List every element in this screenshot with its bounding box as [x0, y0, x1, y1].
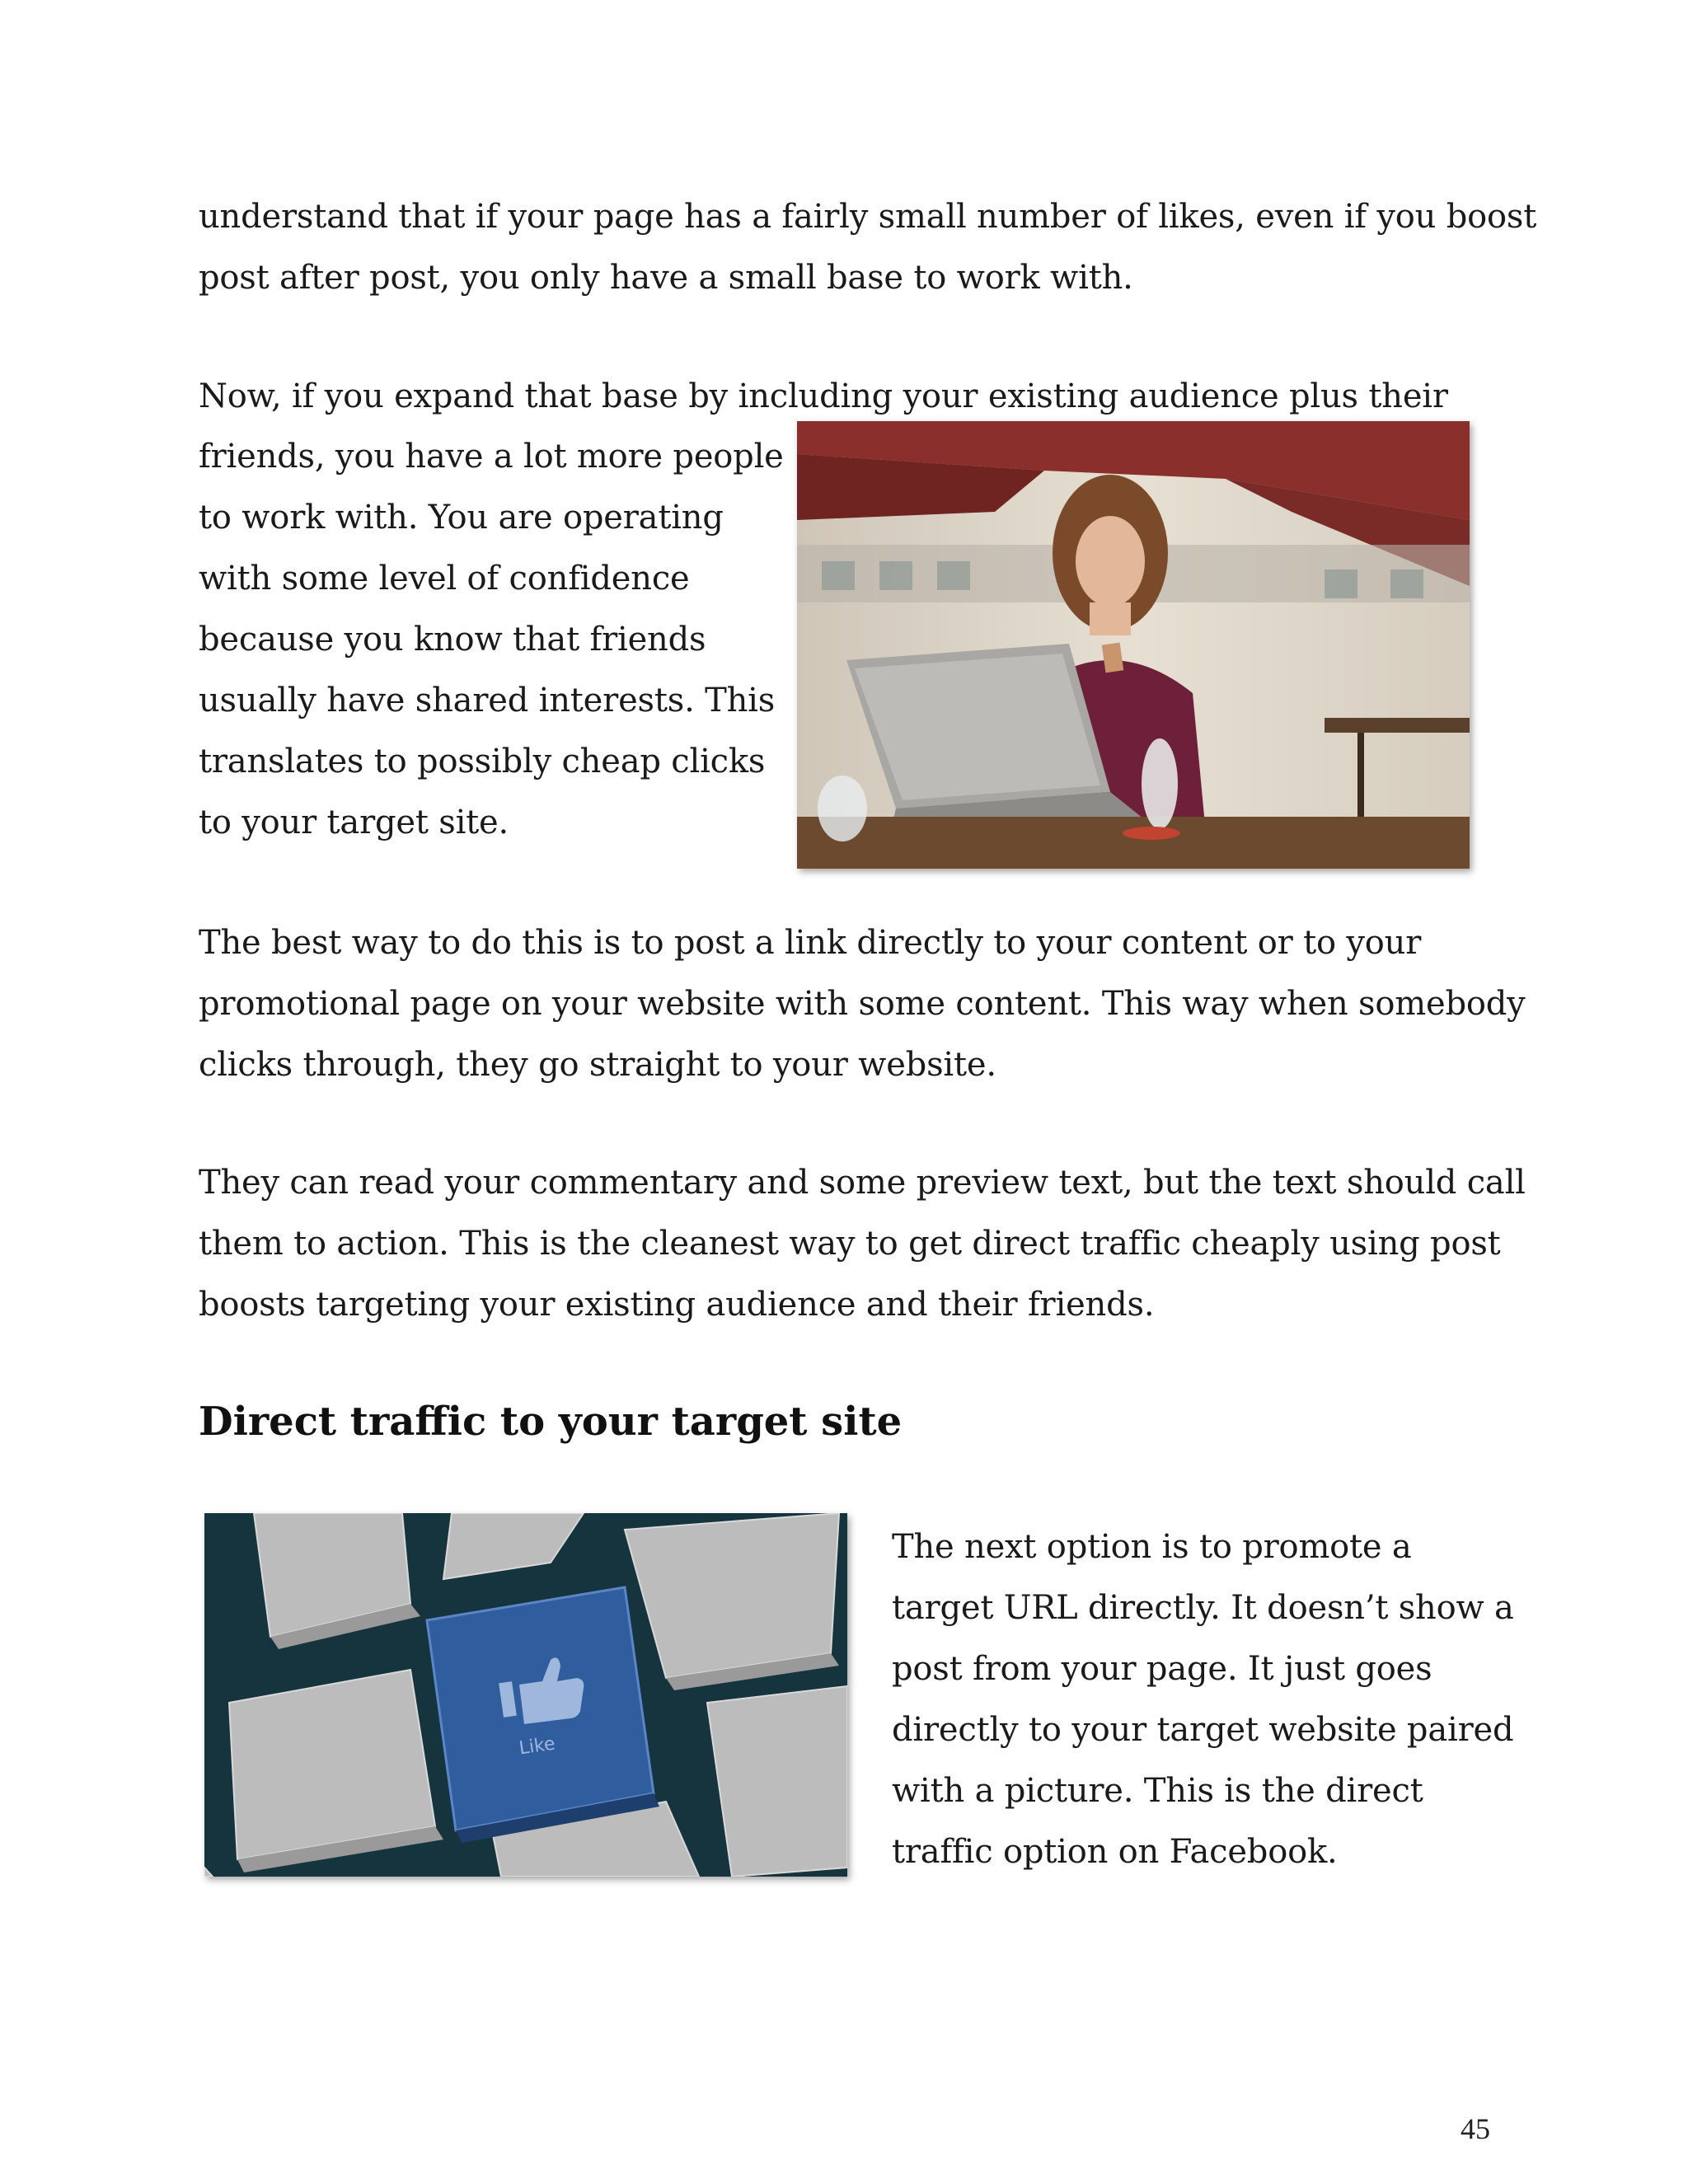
paragraph-line: understand that if your page has a fairly small number of likes, even if you boost — [199, 198, 1537, 236]
paragraph-line: post after post, you only have a small base to work with. — [199, 259, 1133, 297]
section-heading: Direct traffic to your target site — [199, 1399, 903, 1445]
paragraph-line: boosts targeting your existing audience and their friends. — [199, 1286, 1155, 1324]
paragraph-line: with some level of confidence — [199, 560, 690, 598]
paragraph-line: promotional page on your website with some content. This way when somebody — [199, 985, 1526, 1023]
paragraph-line: directly to your target website paired — [892, 1711, 1514, 1749]
page-number: 45 — [1461, 2112, 1490, 2145]
paragraph-line: Now, if you expand that base by including your existing audience plus their — [199, 377, 1448, 415]
paragraph-line: target URL directly. It doesn’t show a — [892, 1589, 1514, 1627]
paragraph-line: with a picture. This is the direct — [892, 1772, 1423, 1810]
paragraph-line: translates to possibly cheap clicks — [199, 743, 766, 780]
paragraph-line: because you know that friends — [199, 621, 706, 658]
paragraph-line: The best way to do this is to post a link directly to your content or to your — [199, 924, 1422, 962]
paragraph-line: post from your page. It just goes — [892, 1650, 1432, 1688]
facebook-like-key-photo — [204, 1513, 847, 1877]
woman-laptop-photo — [797, 421, 1470, 869]
paragraph-line: usually have shared interests. This — [199, 682, 776, 719]
paragraph-line: traffic option on Facebook. — [892, 1833, 1338, 1871]
paragraph-line: to your target site. — [199, 804, 509, 841]
paragraph-line: friends, you have a lot more people — [199, 438, 784, 476]
paragraph-line: clicks through, they go straight to your website. — [199, 1046, 996, 1084]
like-key-label: Like — [518, 1733, 557, 1760]
paragraph-line: The next option is to promote a — [892, 1528, 1412, 1566]
paragraph-line: They can read your commentary and some preview text, but the text should call — [199, 1164, 1526, 1202]
paragraph-line: them to action. This is the cleanest way to get direct traffic cheaply using post — [199, 1225, 1501, 1263]
paragraph-line: to work with. You are operating — [199, 499, 724, 537]
